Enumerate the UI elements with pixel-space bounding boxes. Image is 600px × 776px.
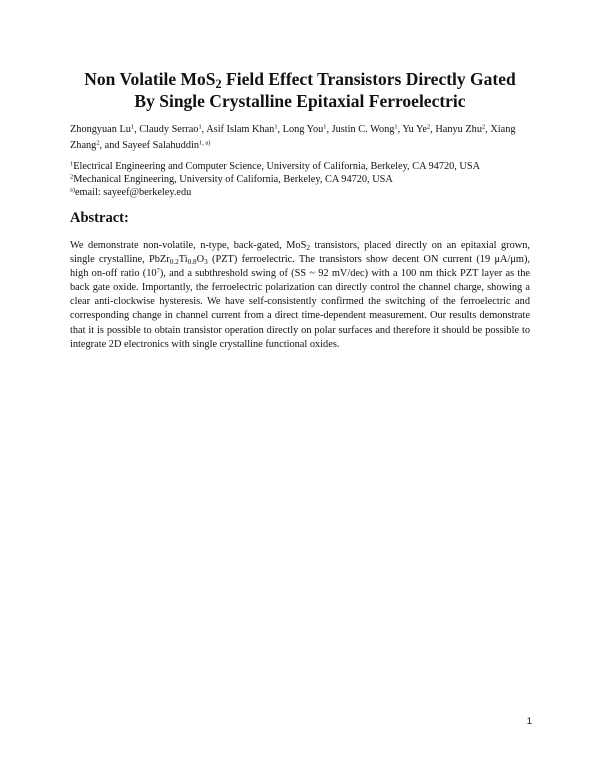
author xyxy=(206,124,282,135)
author-affiliation-mark: 1 xyxy=(323,123,327,131)
author xyxy=(402,124,435,135)
author-name: Justin C. Wong xyxy=(331,124,395,135)
title-line-2: By Single Crystalline Epitaxial Ferroelectric xyxy=(134,91,466,111)
title-line-1: Non Volatile MoS$_2$ Field Effect Transistors Directly Gated xyxy=(84,69,516,92)
author-name: Long You xyxy=(282,124,324,135)
affiliation-text: email: sayeef@berkeley.edu xyxy=(74,187,192,198)
author-separator: , xyxy=(397,124,403,135)
author-affiliation-mark: 1 xyxy=(394,123,398,131)
author-affiliation-mark: 2 xyxy=(96,139,100,146)
affiliation-mark: 1 xyxy=(70,160,74,168)
affiliation-line xyxy=(70,186,540,199)
author-affiliation-mark: 1 xyxy=(274,123,278,131)
author-separator: , xyxy=(485,124,491,135)
author xyxy=(70,124,139,135)
author-affiliation-mark: 2 xyxy=(481,123,486,131)
author xyxy=(283,124,332,135)
paper-title xyxy=(60,68,540,112)
affiliation-line xyxy=(70,160,540,173)
affiliation-mark: 2 xyxy=(70,173,74,181)
author-affiliation-mark: 1 xyxy=(130,123,135,131)
author-name: Yu Ye xyxy=(402,124,428,135)
author-affiliation-mark: 1, a) xyxy=(199,139,211,146)
affiliation-text: Mechanical Engineering, University of California, Berkeley, CA 94720, USA xyxy=(73,174,393,185)
author-separator: , xyxy=(430,124,436,135)
author-name: Xiang Zhang xyxy=(70,124,516,151)
author-separator: , and xyxy=(99,139,123,151)
page-number: 1 xyxy=(526,716,532,727)
author-separator: , xyxy=(134,124,140,135)
affiliation-mark: a) xyxy=(70,186,75,194)
affiliations xyxy=(70,160,540,199)
abstract-body: We demonstrate non-volatile, n-type, back-gated, MoS$_2$ transistors, placed directly on an epitaxial grown, single crystalline, $PbZr_{0.2}Ti_{0.8}O_3$ (PZT) ferroelectric. The transistors show decent ON current (19 μA/μm), high on-off ratio $(10^7)$, and a subthreshold swing of (SS ~ 92 mV/dec) with a 100 nm thick PZT layer as the back gate oxide. Importantly, the ferroelectric polarization can directly control the channel charge, showing a clear anti-clockwise hysteresis. We have self-consistently confirmed the switching of the ferroelectric and corresponding change in channel current from a direct time-dependent measurement. Our results demonstrate that it is possible to obtain transistor operation directly on polar surfaces and therefore it should be possible to integrate 2D electronics with single crystalline functional oxides. xyxy=(70,240,530,350)
author-separator: , xyxy=(326,124,332,135)
author-affiliation-mark: 2 xyxy=(427,123,431,131)
author xyxy=(435,124,490,135)
author-name: Zhongyuan Lu xyxy=(70,124,131,135)
author-affiliation-mark: 1 xyxy=(198,123,202,131)
author-name: Asif Islam Khan xyxy=(206,124,275,135)
author-name: Hanyu Zhu xyxy=(435,124,482,135)
author-name: Sayeef Salahuddin xyxy=(122,139,200,151)
author-list xyxy=(70,122,532,153)
author-name: Claudy Serrao xyxy=(139,124,199,135)
author-separator: , xyxy=(277,124,283,135)
affiliation-text: Electrical Engineering and Computer Science, University of California, Berkeley, CA 94720, USA xyxy=(73,161,480,172)
abstract-heading: Abstract: xyxy=(70,210,129,226)
affiliation-line xyxy=(70,173,540,186)
author xyxy=(122,140,210,151)
author xyxy=(139,124,206,135)
author-separator: , xyxy=(201,124,207,135)
author xyxy=(332,124,403,135)
